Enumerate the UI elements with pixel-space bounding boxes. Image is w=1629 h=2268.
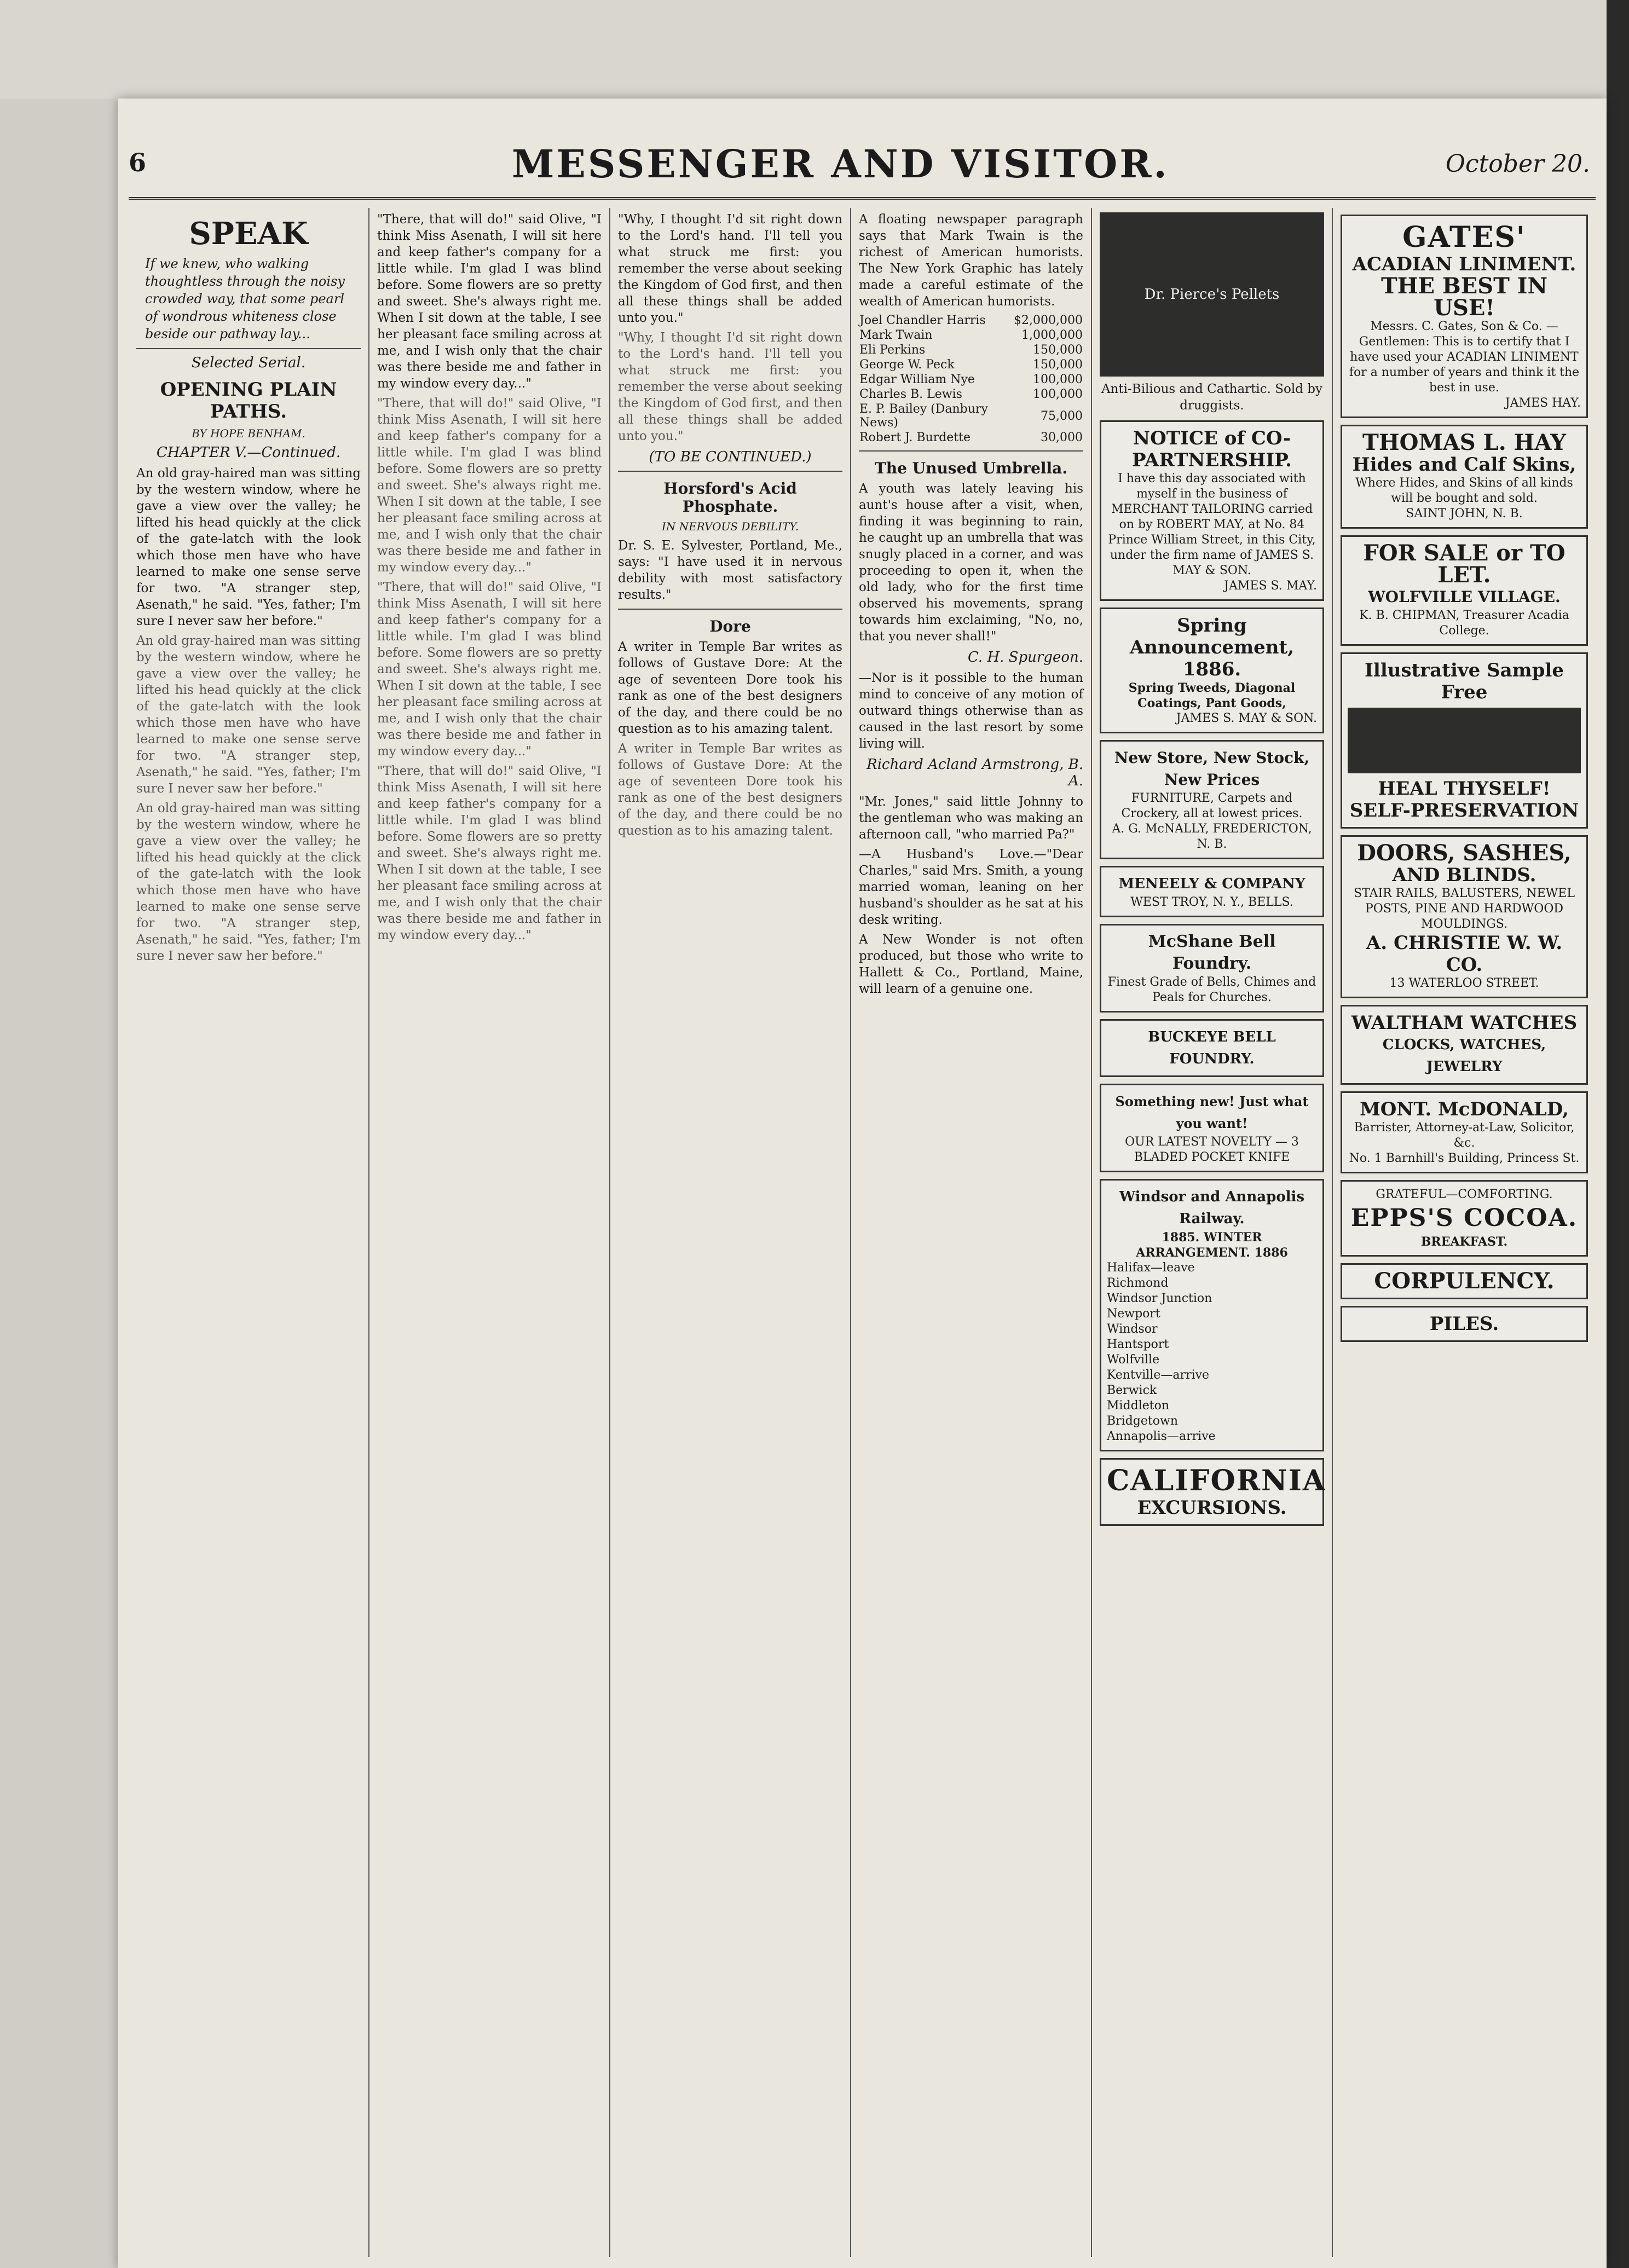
railway-ad	[1100, 1179, 1324, 1451]
book-illustration	[1348, 708, 1581, 773]
columns	[129, 208, 1596, 2257]
ad-subtitle: BREAKFAST.	[1420, 1235, 1508, 1249]
serial-body-col2-b: "There, that will do!" said Olive, "I think Miss Asenath, I will sit here and keep father's company for a little while. I'm glad I was blind before. Some flowers are so pretty and sweet. She's always right me. When I sit down at the table, I see her pleasant face smiling across at me, and I wish only that the chair was there beside me and father in my window every day..."	[377, 396, 602, 575]
bell-ad	[1100, 1019, 1324, 1077]
issue-date: October 20.	[1445, 150, 1590, 178]
article-title: The Unused Umbrella.	[874, 459, 1068, 477]
piles-ad	[1341, 1306, 1588, 1342]
station-item: Middleton	[1107, 1399, 1170, 1413]
column-5	[1092, 208, 1333, 2257]
to-be-continued: (TO BE CONTINUED.)	[649, 449, 812, 465]
ad-address: SAINT JOHN, N. B.	[1406, 507, 1523, 520]
station-item: Annapolis—arrive	[1107, 1430, 1216, 1443]
ad-title: MENEELY & COMPANY	[1118, 876, 1305, 892]
ad-title: Something new! Just what you want!	[1115, 1094, 1309, 1131]
ad-body: STAIR RAILS, BALUSTERS, NEWEL POSTS, PINE AND HARDWOOD MOULDINGS.	[1354, 887, 1575, 931]
divider	[859, 450, 1083, 452]
humorist-wealth: 150,000	[1033, 358, 1083, 372]
lawyer-ad	[1341, 1091, 1588, 1173]
ad-subtitle: AND BLINDS.	[1392, 864, 1536, 886]
ad-subtitle: WEST TROY, N. Y., BELLS.	[1130, 895, 1293, 909]
humorist-name: Charles B. Lewis	[859, 387, 962, 401]
ad-signature: JAMES S. MAY.	[1224, 579, 1317, 593]
serial-body: An old gray-haired man was sitting by the western window, where he gave a view over the valley; he lifted his head quickly at the click of the gate-latch with the look which those men have who have learned to make one sense serve for two. "A stranger step, Asenath," he said. "Yes, father; I'm sure I never saw her before."	[136, 466, 361, 628]
serial-body-col3-b: "Why, I thought I'd sit right down to the Lord's hand. I'll tell you what struck me first: you remember the verse about seeking the Kingdom of God first, and then all these things shall be added unto you."	[618, 331, 842, 443]
ad-subtitle: EXCURSIONS.	[1137, 1497, 1287, 1519]
section-label: Selected Serial.	[191, 355, 306, 371]
hay-ad	[1341, 425, 1588, 529]
article-credit: C. H. Spurgeon.	[967, 649, 1083, 666]
humorist-wealth: 100,000	[1033, 373, 1083, 386]
serial-body-col2-c: "There, that will do!" said Olive, "I think Miss Asenath, I will sit here and keep father's company for a little while. I'm glad I was blind before. Some flowers are so pretty and sweet. She's always right me. When I sit down at the table, I see her pleasant face smiling across at me, and I wish only that the chair was there beside me and father in my window every day..."	[377, 580, 602, 759]
ad-body: FURNITURE, Carpets and Crockery, all at lowest prices.	[1121, 791, 1303, 820]
station-item: Richmond	[1107, 1276, 1169, 1290]
ad-title: New Store, New Stock, New Prices	[1114, 749, 1310, 789]
divider	[136, 348, 361, 349]
ad-title: CALIFORNIA	[1107, 1464, 1326, 1497]
ad-tagline: THE BEST IN USE!	[1380, 273, 1548, 321]
article-credit: Richard Acland Armstrong, B. A.	[867, 756, 1083, 789]
ad-address: 13 WATERLOO STREET.	[1389, 976, 1539, 990]
ad-body: I have this day associated with myself in the business of MERCHANT TAILORING carried on by ROBERT MAY, at No. 84 Prince William Street, in this City, under the firm name of JAMES S. MAY & SON.	[1108, 472, 1316, 577]
station-item: Windsor	[1107, 1322, 1158, 1336]
table-row	[859, 430, 1083, 445]
chapter-heading: CHAPTER V.—Continued.	[156, 444, 341, 461]
ad-title: McShane Bell Foundry.	[1148, 932, 1276, 973]
ad-company: A. CHRISTIE W. W. CO.	[1366, 932, 1563, 976]
ad-title: GATES'	[1402, 221, 1526, 254]
ad-signature: JAMES S. MAY & SON.	[1176, 711, 1317, 725]
serial-title: OPENING PLAIN PATHS.	[160, 379, 337, 423]
table-row	[859, 402, 1083, 430]
column-3	[610, 208, 851, 2257]
column-4	[851, 208, 1092, 2257]
humorist-name: George W. Peck	[859, 358, 955, 372]
bell-ad	[1100, 866, 1324, 917]
watch-ad	[1341, 1005, 1588, 1085]
humorist-name: Robert J. Burdette	[859, 431, 971, 444]
california-ad	[1100, 1458, 1324, 1526]
ad-subtitle: SELF-PRESERVATION	[1349, 800, 1579, 821]
ad-title: DOORS, SASHES,	[1357, 840, 1572, 866]
ad-subtitle: Barrister, Attorney-at-Law, Solicitor, &c.	[1354, 1121, 1575, 1150]
station-item: Hantsport	[1107, 1338, 1169, 1351]
ad-body: Anti-Bilious and Cathartic. Sold by druggists.	[1101, 382, 1322, 413]
ad-title: Spring Announcement, 1886.	[1129, 615, 1295, 680]
ad-subtitle: WOLFVILLE VILLAGE.	[1368, 588, 1561, 606]
divider	[618, 609, 842, 610]
station-item: Newport	[1107, 1307, 1160, 1321]
article-subtitle: IN NERVOUS DEBILITY.	[661, 520, 799, 533]
ad-label: GRATEFUL—COMFORTING.	[1376, 1188, 1553, 1201]
ad-title: Windsor and Annapolis Railway.	[1119, 1189, 1305, 1227]
station-item: Wolfville	[1107, 1353, 1160, 1367]
station-item: Bridgetown	[1107, 1414, 1178, 1428]
ad-subtitle: Spring Tweeds, Diagonal Coatings, Pant Goods,	[1128, 681, 1296, 710]
ad-subtitle: 1885. WINTER ARRANGEMENT. 1886	[1136, 1230, 1288, 1260]
ad-signature: JAMES HAY.	[1505, 396, 1581, 410]
station-item: Windsor Junction	[1107, 1292, 1212, 1305]
store-ad	[1100, 740, 1324, 859]
ad-title: WALTHAM WATCHES	[1351, 1012, 1578, 1034]
article-body-b: A writer in Temple Bar writes as follows of Gustave Dore: At the age of seventeen Dore took his rank as one of the best designers of the day, and there could be no question as to his amazing talent.	[618, 742, 842, 838]
divider	[618, 471, 842, 472]
station-item: Kentville—arrive	[1107, 1368, 1210, 1382]
scan-edge	[1607, 0, 1629, 2268]
humorist-name: Edgar William Nye	[859, 373, 975, 386]
poem-text: If we knew, who walking thoughtless through the noisy crowded way, that some pearl of wondrous whiteness close beside our pathway lay...	[145, 256, 345, 342]
table-row	[859, 313, 1083, 328]
humorist-wealth: 30,000	[1041, 431, 1083, 444]
serial-body-col2: "There, that will do!" said Olive, "I think Miss Asenath, I will sit here and keep father's company for a little while. I'm glad I was blind before. Some flowers are so pretty and sweet. She's always right me. When I sit down at the table, I see her pleasant face smiling across at me, and I wish only that the chair was there beside me and father in my window every day..."	[377, 212, 602, 391]
ad-body: Messrs. C. Gates, Son & Co. — Gentlemen: This is to certify that I have used your ACADIAN LINIMENT for a number of years and think it the best in use.	[1349, 320, 1580, 395]
humorist-wealth: 75,000	[1041, 409, 1083, 423]
spring-ad	[1100, 608, 1324, 733]
table-row	[859, 387, 1083, 402]
column-1	[129, 208, 369, 2257]
humorist-wealth: 1,000,000	[1021, 328, 1083, 342]
serial-author: BY HOPE BENHAM.	[192, 427, 305, 440]
health-ad	[1341, 652, 1588, 829]
newspaper-page	[118, 99, 1607, 2268]
article-title: Dore	[709, 617, 751, 635]
novelty-ad	[1100, 1084, 1324, 1172]
notice-ad	[1100, 420, 1324, 601]
station-list	[1107, 1260, 1317, 1444]
ad-title: PILES.	[1429, 1313, 1499, 1335]
ad-subtitle: ACADIAN LINIMENT.	[1352, 253, 1576, 275]
station-item: Berwick	[1107, 1384, 1157, 1397]
article-title: Horsford's Acid Phosphate.	[663, 479, 797, 516]
wealth-table	[859, 313, 1083, 445]
table-row	[859, 343, 1083, 357]
article-body: "Mr. Jones," said little Johnny to the gentleman who was making an afternoon call, "who married Pa?"	[859, 795, 1083, 842]
cocoa-ad	[1341, 1180, 1588, 1257]
ad-address: No. 1 Barnhill's Building, Princess St.	[1349, 1152, 1580, 1165]
humorists-article: A floating newspaper paragraph says that Mark Twain is the richest of American humorists. The New York Graphic has lately made a careful estimate of the wealth of American humorists.	[859, 212, 1083, 309]
page-number: 6	[129, 148, 147, 177]
ad-subtitle: CLOCKS, WATCHES, JEWELRY	[1382, 1037, 1546, 1075]
humorist-name: Joel Chandler Harris	[859, 314, 986, 327]
article-body: A writer in Temple Bar writes as follows of Gustave Dore: At the age of seventeen Dore took his rank as one of the best designers of the day, and there could be no question as to his amazing talent.	[618, 640, 842, 736]
masthead: MESSENGER AND VISITOR.	[512, 141, 1169, 187]
serial-body-col3: "Why, I thought I'd sit right down to the Lord's hand. I'll tell you what struck me first: you remember the verse about seeking the Kingdom of God first, and then all these things shall be added unto you."	[618, 212, 842, 325]
ad-title: Illustrative Sample Free	[1365, 659, 1564, 703]
column-6	[1333, 208, 1596, 2257]
serial-body-continued-2: An old gray-haired man was sitting by the western window, where he gave a view over the valley; he lifted his head quickly at the click of the gate-latch with the look which those men have who have learned to make one sense serve for two. "A stranger step, Asenath," he said. "Yes, father; I'm sure I never saw her before."	[136, 801, 361, 963]
ad-signature: A. G. McNALLY, FREDERICTON, N. B.	[1112, 822, 1312, 851]
serial-body-continued: An old gray-haired man was sitting by the western window, where he gave a view over the valley; he lifted his head quickly at the click of the gate-latch with the look which those men have who have learned to make one sense serve for two. "A stranger step, Asenath," he said. "Yes, father; I'm sure I never saw her before."	[136, 634, 361, 796]
page-header	[129, 137, 1596, 200]
article-body: A New Wonder is not often produced, but those who write to Hallett & Co., Portland, Maine, will learn of a genuine one.	[859, 933, 1083, 996]
humorist-name: Eli Perkins	[859, 343, 926, 357]
advertisement-illustration	[1100, 212, 1324, 377]
article-body: Dr. S. E. Sylvester, Portland, Me., says: "I have used it in nervous debility with most satisfactory results."	[618, 539, 842, 602]
ad-title: FOR SALE or TO LET.	[1363, 540, 1566, 588]
humorist-name: E. P. Bailey (Danbury News)	[859, 402, 988, 430]
ad-title: MONT. McDONALD,	[1360, 1098, 1569, 1120]
humorist-wealth: $2,000,000	[1014, 314, 1083, 327]
ad-subtitle: Hides and Calf Skins,	[1352, 454, 1576, 476]
table-row	[859, 357, 1083, 372]
ad-subtitle: OUR LATEST NOVELTY — 3 BLADED POCKET KNIFE	[1125, 1135, 1299, 1164]
gates-ad	[1341, 215, 1588, 418]
corpulency-ad	[1341, 1263, 1588, 1299]
ad-title: NOTICE of CO-PARTNERSHIP.	[1131, 427, 1292, 471]
ad-title: EPPS'S COCOA.	[1350, 1204, 1578, 1232]
humorist-wealth: 150,000	[1033, 343, 1083, 357]
ad-title: CORPULENCY.	[1374, 1268, 1555, 1294]
article-body: A youth was lately leaving his aunt's house after a visit, when, finding it was beginning to rain, he caught up an umbrella that was snugly placed in a corner, and was proceeding to open it, when the old lady, who for the first time observed his movements, sprang towards him exclaiming, "No, no, that you never shall!"	[859, 482, 1083, 644]
ad-body: Where Hides, and Skins of all kinds will be bought and sold.	[1355, 476, 1573, 505]
station-item: Halifax—leave	[1107, 1261, 1195, 1275]
ad-title: THOMAS L. HAY	[1362, 430, 1566, 455]
humorist-name: Mark Twain	[859, 328, 933, 342]
bell-ad	[1100, 924, 1324, 1012]
article-body: —A Husband's Love.—"Dear Charles," said Mrs. Smith, a young married woman, leaning on her husband's shoulder as he sat at his desk writing.	[859, 847, 1083, 927]
humorist-wealth: 100,000	[1033, 387, 1083, 401]
ad-subtitle: Finest Grade of Bells, Chimes and Peals for Churches.	[1107, 975, 1316, 1004]
poem-title: SPEAK	[189, 216, 308, 252]
column-2	[369, 208, 610, 2257]
article-body: —Nor is it possible to the human mind to conceive of any motion of outward things otherwise than as caused in the last resort by some living will.	[859, 671, 1083, 751]
serial-body-col2-d: "There, that will do!" said Olive, "I think Miss Asenath, I will sit here and keep father's company for a little while. I'm glad I was blind before. Some flowers are so pretty and sweet. She's always right me. When I sit down at the table, I see her pleasant face smiling across at me, and I wish only that the chair was there beside me and father in my window every day..."	[377, 764, 602, 942]
doors-ad	[1341, 835, 1588, 998]
ad-subtitle: HEAL THYSELF!	[1378, 778, 1551, 800]
table-row	[859, 372, 1083, 387]
table-row	[859, 328, 1083, 343]
scan-background	[0, 0, 1629, 99]
sale-ad	[1341, 535, 1588, 646]
ad-signature: K. B. CHIPMAN, Treasurer Acadia College.	[1359, 609, 1569, 638]
ad-title: BUCKEYE BELL FOUNDRY.	[1148, 1029, 1276, 1067]
ad-title: Dr. Pierce's Pellets	[1144, 286, 1280, 303]
